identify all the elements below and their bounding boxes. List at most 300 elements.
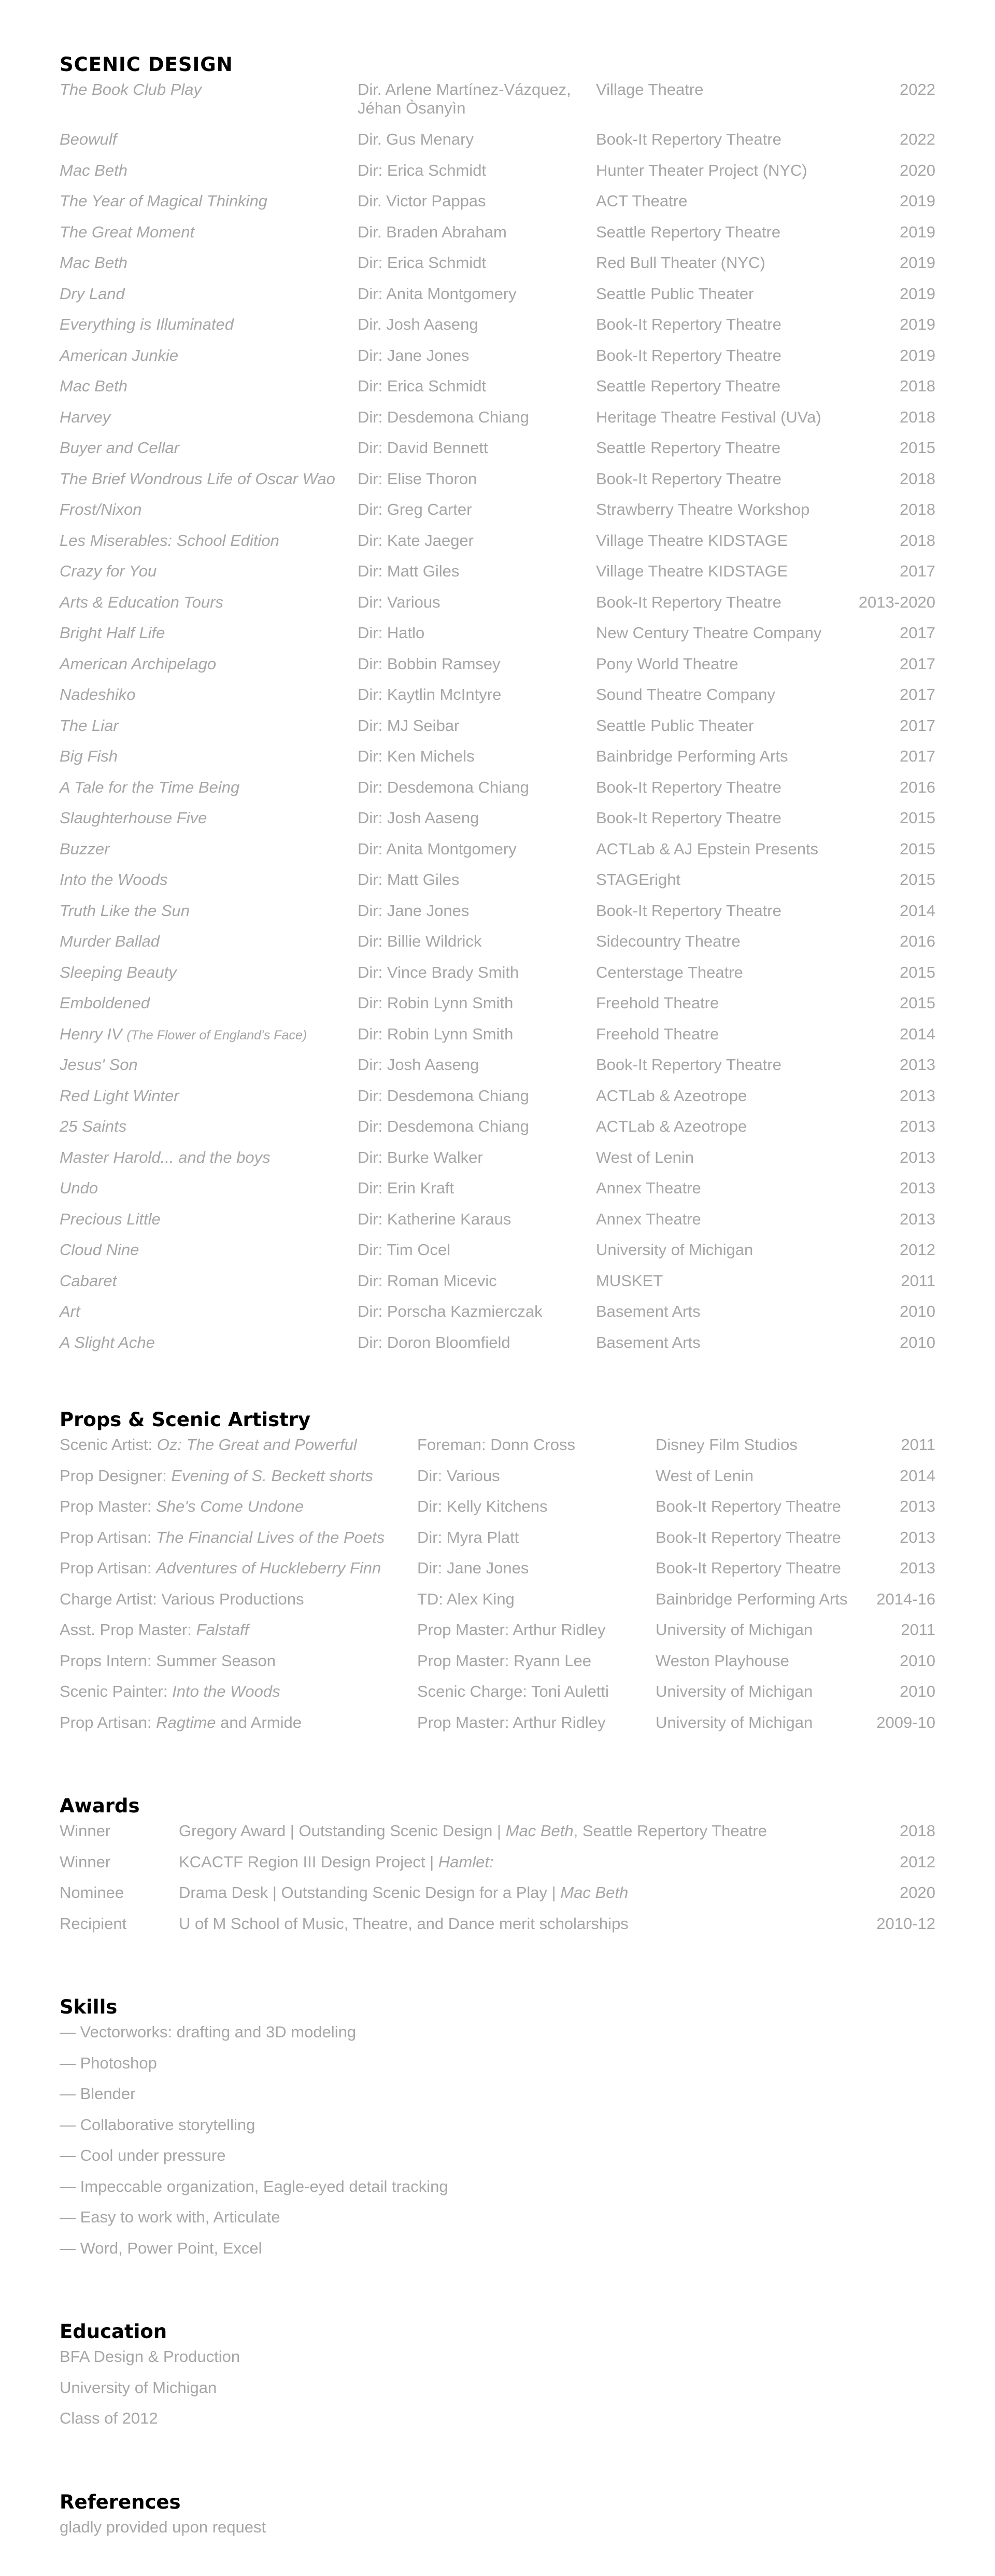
props-year: 2010 bbox=[900, 1682, 935, 1700]
director: Dir: Anita Montgomery bbox=[358, 284, 517, 303]
year: 2017 bbox=[900, 716, 935, 735]
show-title-text: Emboldened bbox=[60, 994, 150, 1012]
award-work: Hamlet: bbox=[438, 1852, 494, 1871]
scenic-design-heading: SCENIC DESIGN bbox=[60, 53, 233, 76]
year: 2015 bbox=[900, 963, 935, 981]
props-lead: Foreman: Donn Cross bbox=[417, 1435, 575, 1454]
scenic-row bbox=[60, 994, 935, 1025]
awards-list bbox=[60, 1822, 935, 1945]
show-title bbox=[60, 685, 135, 704]
year: 2018 bbox=[900, 531, 935, 550]
show-title bbox=[60, 192, 267, 210]
director: Dir: Vince Brady Smith bbox=[358, 963, 519, 981]
props-year: 2013 bbox=[900, 1528, 935, 1546]
year: 2019 bbox=[900, 222, 935, 241]
props-lead: Scenic Charge: Toni Auletti bbox=[417, 1682, 609, 1700]
venue: Seattle Repertory Theatre bbox=[596, 439, 781, 457]
scenic-row bbox=[60, 531, 935, 562]
venue: Sidecountry Theatre bbox=[596, 932, 741, 950]
show-title-text: Precious Little bbox=[60, 1209, 161, 1228]
scenic-row bbox=[60, 377, 935, 408]
props-role bbox=[60, 1559, 381, 1578]
education-line: Class of 2012 bbox=[60, 2409, 158, 2427]
scenic-row bbox=[60, 593, 935, 624]
venue: MUSKET bbox=[596, 1271, 663, 1290]
scenic-row bbox=[60, 716, 935, 748]
show-title-text: Sleeping Beauty bbox=[60, 963, 177, 981]
award-pre: Gregory Award | Outstanding Scenic Design | bbox=[179, 1822, 506, 1840]
scenic-row bbox=[60, 747, 935, 778]
props-role-text: Prop Artisan: bbox=[60, 1559, 157, 1577]
venue: Annex Theatre bbox=[596, 1209, 701, 1228]
props-role bbox=[60, 1713, 302, 1732]
props-role-text: Props Intern: Summer Season bbox=[60, 1651, 276, 1670]
venue: Freehold Theatre bbox=[596, 1024, 719, 1043]
show-title bbox=[60, 1179, 98, 1198]
props-lead: Dir: Various bbox=[417, 1466, 500, 1485]
show-title bbox=[60, 439, 179, 457]
props-row bbox=[60, 1652, 935, 1683]
show-title-text: Master Harold... and the boys bbox=[60, 1148, 271, 1166]
show-title-text: Crazy for You bbox=[60, 562, 157, 580]
skill-item: — Vectorworks: drafting and 3D modeling bbox=[60, 2023, 357, 2041]
show-title-text: American Archipelago bbox=[60, 654, 217, 673]
show-title bbox=[60, 130, 117, 149]
award-row bbox=[60, 1822, 935, 1853]
show-title bbox=[60, 870, 168, 889]
award-pre: U of M School of Music, Theatre, and Dance merit scholarships bbox=[179, 1914, 629, 1933]
resume bbox=[60, 49, 935, 2549]
show-title bbox=[60, 655, 216, 673]
award-year: 2010-12 bbox=[876, 1914, 935, 1933]
scenic-row bbox=[60, 500, 935, 531]
venue: West of Lenin bbox=[596, 1148, 694, 1166]
props-work: Evening of S. Beckett shorts bbox=[171, 1466, 373, 1485]
director: Dir: David Bennett bbox=[358, 439, 488, 457]
show-title bbox=[60, 562, 157, 581]
props-venue: Book-It Repertory Theatre bbox=[656, 1528, 841, 1546]
show-title bbox=[60, 1302, 80, 1321]
show-title-text: Everything is Illuminated bbox=[60, 315, 234, 333]
props-role bbox=[60, 1621, 249, 1639]
director: Dir: Desdemona Chiang bbox=[358, 1117, 529, 1135]
year: 2016 bbox=[900, 778, 935, 796]
year: 2013 bbox=[900, 1179, 935, 1197]
scenic-row bbox=[60, 80, 935, 130]
venue: Book-It Repertory Theatre bbox=[596, 901, 781, 920]
show-title-text: Buyer and Cellar bbox=[60, 439, 179, 457]
show-title bbox=[60, 408, 110, 427]
venue: Centerstage Theatre bbox=[596, 963, 743, 981]
show-title-text: American Junkie bbox=[60, 346, 179, 364]
show-title bbox=[60, 963, 177, 982]
venue: Bainbridge Performing Arts bbox=[596, 747, 788, 765]
show-title-text: The Liar bbox=[60, 716, 119, 735]
year: 2011 bbox=[901, 1271, 935, 1290]
show-title-text: The Great Moment bbox=[60, 222, 195, 241]
show-title-text: Buzzer bbox=[60, 839, 110, 858]
show-title-text: Bright Half Life bbox=[60, 624, 165, 642]
award-work: Mac Beth bbox=[505, 1822, 574, 1840]
props-lead: Prop Master: Arthur Ridley bbox=[417, 1713, 606, 1732]
director: Dir: Greg Carter bbox=[358, 500, 472, 518]
venue: ACT Theatre bbox=[596, 192, 688, 210]
show-title-text: Red Light Winter bbox=[60, 1086, 179, 1105]
props-year: 2013 bbox=[900, 1497, 935, 1515]
year: 2010 bbox=[900, 1302, 935, 1320]
award-row bbox=[60, 1915, 935, 1946]
venue: Book-It Repertory Theatre bbox=[596, 1055, 781, 1074]
director: Dir: Ken Michels bbox=[358, 747, 475, 765]
venue: Basement Arts bbox=[596, 1302, 701, 1320]
year: 2017 bbox=[900, 562, 935, 580]
award-status: Nominee bbox=[60, 1883, 124, 1902]
director: Dir: Porscha Kazmierczak bbox=[358, 1302, 543, 1320]
props-venue: Weston Playhouse bbox=[656, 1651, 789, 1670]
award-work: Mac Beth bbox=[560, 1883, 629, 1902]
show-title bbox=[60, 932, 160, 951]
props-role-text: Scenic Artist: bbox=[60, 1435, 157, 1454]
year: 2012 bbox=[900, 1241, 935, 1259]
venue: Basement Arts bbox=[596, 1333, 701, 1352]
director: Dir: Billie Wildrick bbox=[358, 932, 482, 950]
scenic-row bbox=[60, 1241, 935, 1272]
director: Dir: Burke Walker bbox=[358, 1148, 483, 1166]
scenic-row bbox=[60, 1210, 935, 1241]
props-work: Falstaff bbox=[196, 1621, 249, 1639]
scenic-row bbox=[60, 285, 935, 316]
show-title bbox=[60, 254, 127, 272]
skill-item: — Blender bbox=[60, 2085, 136, 2103]
director: Dir. Arlene Martínez-Vázquez, Jéhan Òsanyìn bbox=[358, 80, 571, 117]
director: Dir: Matt Giles bbox=[358, 562, 460, 580]
show-title-text: Henry IV bbox=[60, 1024, 122, 1043]
props-row bbox=[60, 1682, 935, 1713]
props-year: 2011 bbox=[901, 1435, 935, 1454]
scenic-row bbox=[60, 840, 935, 871]
show-title-text: Beowulf bbox=[60, 130, 117, 148]
props-venue: West of Lenin bbox=[656, 1466, 754, 1485]
year: 2013 bbox=[900, 1117, 935, 1135]
props-lead: Dir: Myra Platt bbox=[417, 1528, 519, 1546]
show-title bbox=[60, 1087, 179, 1105]
director: Dir: Tim Ocel bbox=[358, 1241, 451, 1259]
show-title-text: 25 Saints bbox=[60, 1117, 127, 1135]
year: 2019 bbox=[900, 315, 935, 333]
props-row bbox=[60, 1559, 935, 1590]
scenic-row bbox=[60, 130, 935, 161]
year: 2019 bbox=[900, 192, 935, 210]
props-role bbox=[60, 1528, 385, 1547]
props-row bbox=[60, 1467, 935, 1498]
props-year: 2014 bbox=[900, 1466, 935, 1485]
references-heading: References bbox=[60, 2490, 181, 2513]
props-role-text: Prop Artisan: bbox=[60, 1528, 157, 1546]
director: Dir: Erin Kraft bbox=[358, 1179, 454, 1197]
award-year: 2018 bbox=[900, 1822, 935, 1840]
year: 2015 bbox=[900, 809, 935, 827]
year: 2013 bbox=[900, 1055, 935, 1074]
show-subtitle: (The Flower of England's Face) bbox=[126, 1027, 307, 1043]
director: Dir. Josh Aaseng bbox=[358, 315, 478, 333]
show-title-text: Big Fish bbox=[60, 747, 118, 765]
props-venue: University of Michigan bbox=[656, 1621, 813, 1639]
props-year: 2014-16 bbox=[876, 1589, 935, 1608]
skill-item: — Word, Power Point, Excel bbox=[60, 2239, 262, 2257]
venue: Freehold Theatre bbox=[596, 994, 719, 1012]
props-row bbox=[60, 1435, 935, 1467]
show-title bbox=[60, 285, 125, 303]
director: Dir: Robin Lynn Smith bbox=[358, 1024, 514, 1043]
award-description bbox=[179, 1822, 767, 1840]
props-venue: Disney Film Studios bbox=[656, 1435, 798, 1454]
show-title bbox=[60, 1210, 161, 1229]
props-year: 2011 bbox=[901, 1621, 935, 1639]
show-title-text: Jesus' Son bbox=[60, 1055, 138, 1074]
education-heading: Education bbox=[60, 2320, 167, 2343]
director: Dir. Gus Menary bbox=[358, 130, 474, 148]
show-title bbox=[60, 346, 178, 365]
skill-item: — Easy to work with, Articulate bbox=[60, 2208, 280, 2226]
director: Dir: Kaytlin McIntyre bbox=[358, 685, 502, 703]
scenic-row bbox=[60, 655, 935, 686]
venue: Book-It Repertory Theatre bbox=[596, 593, 781, 611]
award-year: 2012 bbox=[900, 1852, 935, 1871]
venue: Heritage Theatre Festival (UVa) bbox=[596, 407, 821, 426]
scenic-row bbox=[60, 192, 935, 223]
year: 2013 bbox=[900, 1148, 935, 1166]
award-description bbox=[179, 1883, 628, 1902]
director: Dir: Doron Bloomfield bbox=[358, 1333, 510, 1352]
show-title-text: Slaughterhouse Five bbox=[60, 809, 207, 827]
props-role bbox=[60, 1435, 357, 1454]
props-venue: University of Michigan bbox=[656, 1713, 813, 1732]
props-lead: Prop Master: Ryann Lee bbox=[417, 1651, 592, 1670]
year: 2022 bbox=[900, 80, 935, 98]
show-title bbox=[60, 778, 239, 797]
show-title-text: Undo bbox=[60, 1179, 98, 1197]
show-title-text: The Book Club Play bbox=[60, 80, 202, 98]
props-role bbox=[60, 1682, 280, 1701]
education-line: University of Michigan bbox=[60, 2378, 217, 2397]
director: Dir: Kate Jaeger bbox=[358, 531, 474, 550]
year: 2013 bbox=[900, 1086, 935, 1105]
year: 2014 bbox=[900, 901, 935, 920]
show-title bbox=[60, 80, 202, 99]
show-title bbox=[60, 315, 234, 334]
year: 2017 bbox=[900, 624, 935, 642]
venue: Book-It Repertory Theatre bbox=[596, 809, 781, 827]
year: 2014 bbox=[900, 1024, 935, 1043]
venue: University of Michigan bbox=[596, 1241, 754, 1259]
props-lead: TD: Alex King bbox=[417, 1589, 515, 1608]
scenic-row bbox=[60, 161, 935, 192]
year: 2013-2020 bbox=[858, 593, 935, 611]
venue: Book-It Repertory Theatre bbox=[596, 778, 781, 796]
skills-list bbox=[60, 2023, 935, 2270]
scenic-row bbox=[60, 1333, 935, 1364]
award-status: Recipient bbox=[60, 1914, 127, 1933]
venue: Book-It Repertory Theatre bbox=[596, 315, 781, 333]
award-pre: Drama Desk | Outstanding Scenic Design for a Play | bbox=[179, 1883, 561, 1902]
props-work: Into the Woods bbox=[172, 1682, 280, 1700]
show-title-text: Dry Land bbox=[60, 284, 125, 303]
scenic-row bbox=[60, 870, 935, 902]
props-venue: University of Michigan bbox=[656, 1682, 813, 1700]
show-title-text: Mac Beth bbox=[60, 377, 127, 395]
props-row bbox=[60, 1713, 935, 1744]
props-year: 2009-10 bbox=[876, 1713, 935, 1732]
venue: ACTLab & AJ Epstein Presents bbox=[596, 839, 819, 858]
show-title bbox=[60, 161, 127, 180]
scenic-row bbox=[60, 470, 935, 501]
props-work: Oz: The Great and Powerful bbox=[157, 1435, 357, 1454]
props-work: The Financial Lives of the Poets bbox=[156, 1528, 385, 1546]
props-role-text: Scenic Painter: bbox=[60, 1682, 173, 1700]
year: 2022 bbox=[900, 130, 935, 148]
show-title bbox=[60, 747, 118, 766]
show-title bbox=[60, 593, 223, 612]
director: Dir: Josh Aaseng bbox=[358, 1055, 479, 1074]
director: Dir: Matt Giles bbox=[358, 870, 460, 889]
scenic-row bbox=[60, 778, 935, 809]
venue: Book-It Repertory Theatre bbox=[596, 469, 781, 488]
venue: STAGEright bbox=[596, 870, 681, 889]
show-title bbox=[60, 500, 141, 519]
show-title-text: Truth Like the Sun bbox=[60, 901, 190, 920]
props-role-text: Prop Artisan: bbox=[60, 1713, 157, 1732]
year: 2017 bbox=[900, 747, 935, 765]
show-title bbox=[60, 809, 207, 827]
year: 2018 bbox=[900, 500, 935, 518]
show-title-text: Art bbox=[60, 1302, 80, 1320]
director: Dir. Victor Pappas bbox=[358, 192, 486, 210]
director: Dir. Braden Abraham bbox=[358, 222, 507, 241]
director: Dir: Bobbin Ramsey bbox=[358, 654, 501, 673]
award-row bbox=[60, 1883, 935, 1915]
show-title bbox=[60, 223, 194, 242]
scenic-row bbox=[60, 624, 935, 655]
director: Dir: Desdemona Chiang bbox=[358, 1086, 529, 1105]
props-work: Ragtime bbox=[156, 1713, 216, 1732]
props-year: 2010 bbox=[900, 1651, 935, 1670]
venue: New Century Theatre Company bbox=[596, 624, 822, 642]
venue: Book-It Repertory Theatre bbox=[596, 346, 781, 364]
director: Dir: Katherine Karaus bbox=[358, 1209, 511, 1228]
show-title bbox=[60, 1272, 117, 1290]
scenic-row bbox=[60, 315, 935, 346]
scenic-row bbox=[60, 254, 935, 285]
venue: Village Theatre KIDSTAGE bbox=[596, 531, 788, 550]
props-lead: Prop Master: Arthur Ridley bbox=[417, 1621, 606, 1639]
director: Dir: Jane Jones bbox=[358, 901, 470, 920]
show-title-text: The Brief Wondrous Life of Oscar Wao bbox=[60, 469, 335, 488]
year: 2010 bbox=[900, 1333, 935, 1352]
show-title-text: Cabaret bbox=[60, 1271, 117, 1290]
award-status: Winner bbox=[60, 1822, 111, 1840]
director: Dir: Hatlo bbox=[358, 624, 425, 642]
scenic-row bbox=[60, 439, 935, 470]
scenic-row bbox=[60, 1117, 935, 1148]
year: 2015 bbox=[900, 870, 935, 889]
year: 2015 bbox=[900, 994, 935, 1012]
award-description bbox=[179, 1853, 494, 1871]
director: Dir: Erica Schmidt bbox=[358, 377, 487, 395]
director: Dir: Desdemona Chiang bbox=[358, 778, 529, 796]
award-post: , Seattle Repertory Theatre bbox=[573, 1822, 767, 1840]
show-title-text: The Year of Magical Thinking bbox=[60, 192, 267, 210]
props-year: 2013 bbox=[900, 1559, 935, 1577]
director: Dir: Anita Montgomery bbox=[358, 839, 517, 858]
show-title-text: Mac Beth bbox=[60, 161, 127, 179]
props-role-text: Charge Artist: Various Productions bbox=[60, 1589, 304, 1608]
skill-item: — Impeccable organization, Eagle-eyed detail tracking bbox=[60, 2177, 448, 2195]
show-title bbox=[60, 1241, 139, 1259]
props-lead: Dir: Kelly Kitchens bbox=[417, 1497, 548, 1515]
director: Dir: Erica Schmidt bbox=[358, 161, 487, 179]
props-role-text: Prop Designer: bbox=[60, 1466, 172, 1485]
props-role-text: Asst. Prop Master: bbox=[60, 1621, 196, 1639]
show-title-text: Cloud Nine bbox=[60, 1241, 139, 1259]
year: 2019 bbox=[900, 346, 935, 364]
props-row bbox=[60, 1621, 935, 1652]
year: 2017 bbox=[900, 685, 935, 703]
show-title-text: Frost/Nixon bbox=[60, 500, 142, 518]
director: Dir: Josh Aaseng bbox=[358, 809, 479, 827]
venue: Seattle Public Theater bbox=[596, 716, 754, 735]
scenic-row bbox=[60, 1087, 935, 1118]
props-role bbox=[60, 1590, 304, 1609]
year: 2020 bbox=[900, 161, 935, 179]
venue: Seattle Repertory Theatre bbox=[596, 222, 781, 241]
show-title-text: Les Miserables: School Edition bbox=[60, 531, 279, 550]
venue: ACTLab & Azeotrope bbox=[596, 1117, 747, 1135]
props-row bbox=[60, 1528, 935, 1559]
show-title bbox=[60, 1117, 126, 1136]
venue: Village Theatre KIDSTAGE bbox=[596, 562, 788, 580]
scenic-design-list bbox=[60, 80, 935, 1364]
props-lead: Dir: Jane Jones bbox=[417, 1559, 529, 1577]
show-title bbox=[60, 840, 109, 858]
year: 2016 bbox=[900, 932, 935, 950]
year: 2015 bbox=[900, 439, 935, 457]
show-title bbox=[60, 1333, 155, 1352]
scenic-row bbox=[60, 346, 935, 377]
scenic-row bbox=[60, 1148, 935, 1179]
director: Dir: Various bbox=[358, 593, 440, 611]
scenic-row bbox=[60, 809, 935, 840]
show-title bbox=[60, 470, 335, 488]
award-pre: KCACTF Region III Design Project | bbox=[179, 1852, 438, 1871]
props-venue: Bainbridge Performing Arts bbox=[656, 1589, 848, 1608]
skill-item: — Cool under pressure bbox=[60, 2146, 226, 2164]
director: Dir: Jane Jones bbox=[358, 346, 470, 364]
venue: Seattle Public Theater bbox=[596, 284, 754, 303]
awards-heading: Awards bbox=[60, 1795, 140, 1817]
props-venue: Book-It Repertory Theatre bbox=[656, 1559, 841, 1577]
props-row bbox=[60, 1590, 935, 1621]
scenic-row bbox=[60, 685, 935, 716]
director: Dir: Desdemona Chiang bbox=[358, 407, 529, 426]
show-title-text: Nadeshiko bbox=[60, 685, 136, 703]
scenic-row bbox=[60, 1025, 935, 1056]
year: 2013 bbox=[900, 1209, 935, 1228]
venue: Strawberry Theatre Workshop bbox=[596, 500, 810, 518]
show-title bbox=[60, 1025, 307, 1045]
scenic-row bbox=[60, 562, 935, 593]
scenic-row bbox=[60, 902, 935, 933]
skills-heading: Skills bbox=[60, 1996, 118, 2018]
